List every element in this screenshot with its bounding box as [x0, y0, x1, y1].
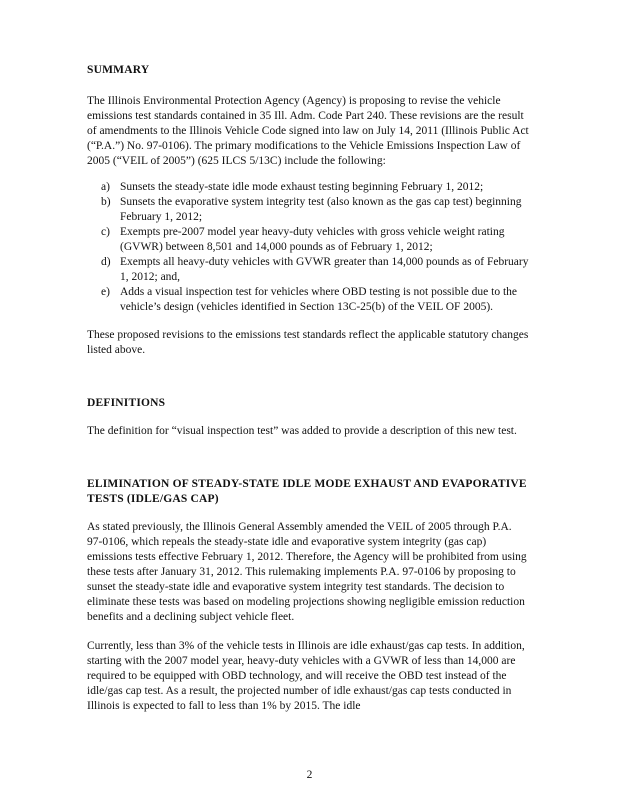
list-item-marker: c) [101, 226, 110, 238]
proposed-revisions-paragraph: These proposed revisions to the emissions test standards reflect the applicable statutory changes listed above. [87, 329, 529, 356]
elimination-paragraph-1: As stated previously, the Illinois General Assembly amended the VEIL of 2005 through P.A. 97-0106, which repeals the steady-state idle and evaporative system integrity (gas cap) emissions tests effective February 1, 2012. Therefore, the Agency will be prohibited from using these tests after January 31, 2012. This rulemaking implements P.A. 97-0106 by proposing to sunset the steady-state idle and evaporative system integrity test standards. The decision to eliminate these tests was based on modeling projections showing negligible emission reduction benefits and a declining subject vehicle fleet. [87, 521, 527, 623]
list-item [101, 285, 529, 315]
list-item-marker: d) [101, 256, 111, 268]
list-item [101, 255, 529, 285]
summary-heading: SUMMARY [87, 64, 150, 76]
list-item [101, 195, 529, 225]
list-item-marker: a) [101, 181, 110, 193]
list-item-marker: b) [101, 196, 111, 208]
list-item-marker: e) [101, 286, 110, 298]
elimination-paragraph-2: Currently, less than 3% of the vehicle tests in Illinois are idle exhaust/gas cap tests. In addition, starting with the 2007 model year, heavy-duty vehicles with a GVWR of less than 14,000 are required to be equipped with OBD technology, and will receive the OBD test instead of the idle/gas cap test. As a result, the projected number of idle exhaust/gas cap tests conducted in Illinois is expected to fall to less than 1% by 2015. The idle [87, 640, 525, 712]
list-item-text: Exempts pre-2007 model year heavy-duty vehicles with gross vehicle weight rating (GVWR) between 8,501 and 14,000 pounds as of February 1, 2012; [120, 226, 505, 253]
summary-intro-paragraph: The Illinois Environmental Protection Agency (Agency) is proposing to revise the vehicle emissions test standards contained in 35 Ill. Adm. Code Part 240. These revisions are the result of amendments to the Illinois Vehicle Code signed into law on July 14, 2011 (Illinois Public Act (“P.A.”) No. 97-0106). The primary modifications to the Vehicle Emissions Inspection Law of 2005 (“VEIL of 2005”) (625 ILCS 5/13C) include the following: [87, 95, 529, 167]
page-content [87, 63, 529, 714]
list-item-text: Sunsets the steady-state idle mode exhaust testing beginning February 1, 2012; [120, 181, 484, 193]
list-item [101, 225, 529, 255]
modifications-list [87, 180, 529, 315]
list-item-text: Exempts all heavy-duty vehicles with GVWR greater than 14,000 pounds as of February 1, 2012; and, [120, 256, 529, 283]
list-item-text: Sunsets the evaporative system integrity test (also known as the gas cap test) beginning February 1, 2012; [120, 196, 522, 223]
definitions-heading: DEFINITIONS [87, 397, 166, 409]
page-number: 2 [306, 769, 313, 781]
definitions-paragraph: The definition for “visual inspection test” was added to provide a description of this new test. [87, 425, 517, 437]
elimination-heading: ELIMINATION OF STEADY-STATE IDLE MODE EXHAUST AND EVAPORATIVE TESTS (IDLE/GAS CAP) [87, 478, 527, 505]
list-item-text: Adds a visual inspection test for vehicles where OBD testing is not possible due to the vehicle’s design (vehicles identified in Section 13C-25(b) of the VEIL OF 2005). [120, 286, 518, 313]
list-item [101, 180, 529, 195]
